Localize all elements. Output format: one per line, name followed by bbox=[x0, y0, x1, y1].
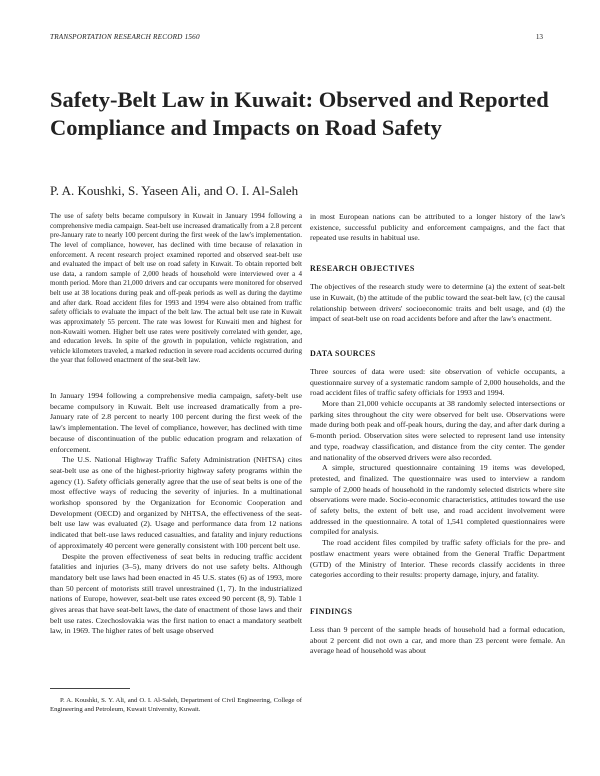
author-line: P. A. Koushki, S. Yaseen Ali, and O. I. Al-Saleh bbox=[50, 183, 299, 198]
body-paragraph: In January 1994 following a comprehensive media campaign, safety-belt use became compulsory in Kuwait. Belt use increased dramatically from a pre-January rate of 2.8 percent to nearly 100 percent during the first week of the law's implementation. The level of compliance, however, has declined with time because of discontinuation of the public education program and relaxation of enforcement. bbox=[50, 391, 302, 454]
body-paragraph: The U.S. National Highway Traffic Safety Administration (NHTSA) cites seat-belt use as one of the highest-priority highway safety programs within the agency (1). Safety officials generally agree that the use of seat belts is one of the most effective ways of reducing the severity of injuries. In a multinational workshop sponsored by the Organization for Economic Cooperation and Development (OECD) and organized by NHTSA, the effectiveness of the seat-belt use law was evaluated (2). Usage and performance data from 12 nations indicated that belt-use laws reduced casualties, and fatality and injury reductions of approximately 40 percent were generally consistent with 100 percent belt use. bbox=[50, 455, 302, 550]
right-column bbox=[310, 212, 565, 657]
running-head: TRANSPORTATION RESEARCH RECORD 1560 bbox=[50, 33, 200, 41]
left-column bbox=[50, 212, 302, 637]
body-paragraph: Less than 9 percent of the sample heads of household had a formal education, about 2 percent did not own a car, and more than 23 percent were female. An average head of household was about bbox=[310, 624, 565, 656]
section-heading-data-sources: DATA SOURCES bbox=[310, 348, 376, 358]
abstract bbox=[50, 212, 302, 366]
footnote-text: P. A. Koushki, S. Y. Ali, and O. I. Al-Saleh, Department of Civil Engineering, College of Engineering and Petroleum, Kuwait University, Kuwait. bbox=[50, 697, 302, 713]
body-paragraph: The objectives of the research study were to determine (a) the extent of seat-belt use in Kuwait, (b) the attitude of the public toward the seat-belt law, (c) the causal relationship between drivers' socioeconomic traits and belt usage, and (d) the impact of seat-belt use on road accidents before and after the law's enactment. bbox=[310, 282, 565, 324]
body-paragraph: A simple, structured questionnaire containing 19 items was developed, pretested, and finalized. The questionnaire was used to interview a random sample of 2,000 heads of household in the randomly selected districts where site observations were made. Socio-economic characteristics, attitudes toward the use of safety belts, the extent of belt use, and road accident involvement were addressed in the questionnaire. A total of 1,541 completed questionnaires were compiled for analysis. bbox=[310, 463, 565, 537]
footnote bbox=[50, 696, 302, 714]
section-heading-objectives: RESEARCH OBJECTIVES bbox=[310, 264, 415, 274]
body-paragraph: Despite the proven effectiveness of seat belts in reducing traffic accident fatalities and injuries (3–5), many drivers do not use safety belts. Although mandatory belt use laws had been enacted in 45 U.S. states (6) as of 1993, more than 50 percent of motorists still travel unrestrained (1, 7). In the industrialized nations of Europe, however, seat-belt use rates exceed 90 percent (8, 9). Table 1 gives areas that have seat-belt laws, the date of enactment of those laws and their belt use rates. Czechoslovakia was the first nation to enact a mandatory seatbelt law, in 1969. The higher rates of belt usage observed bbox=[50, 551, 302, 636]
section-heading-findings: FINDINGS bbox=[310, 606, 353, 616]
footnote-divider bbox=[50, 688, 130, 689]
paper-title: Safety-Belt Law in Kuwait: Observed and Reported Compliance and Impacts on Road Safety bbox=[50, 87, 549, 140]
body-paragraph: More than 21,000 vehicle occupants at 38 randomly selected intersections or parking sites throughout the city were observed for belt use. Observations were made during both peak and off-peak hours, during the day, and after dark during a 6-month period. Observation sites were selected to represent land use intensity and type, roadway classification, and distance from the city center. The gender and nationality of the observed drivers were also recorded. bbox=[310, 399, 565, 462]
abstract-text: The use of safety belts became compulsory in Kuwait in January 1994 following a comprehensive media campaign. Seat-belt use increased dramatically from a 2.8 percent pre-January rate to nearly 100 percent during the first week of the law's implementation. The level of compliance, however, has declined with time because of relaxation in enforcement. A recent research project examined reported and observed seat-belt use and evaluated the impact of belt use on road safety in Kuwait. To obtain reported belt use data, a random sample of 2,000 heads of household were interviewed over a 4 month period. More than 21,000 drivers and car occupants were monitored for observed belt use at 38 locations during peak and off-peak periods as well as during the daytime and after dark. Road accident files for 1993 and 1994 were also obtained from traffic safety officials to evaluate the impact of the belt law. The actual belt use rate in Kuwait was approximately 55 percent. The rate was lowest for Kuwaiti men and highest for non-Kuwaiti women. Higher belt use rates were positively correlated with gender, age, and education levels. In spite of the growth in population, vehicle registration, and vehicle kilometers traveled, a marked reduction in severe road accidents occurred during the year that followed enactment of the seat-belt law. bbox=[50, 212, 302, 365]
body-paragraph: The road accident files compiled by traffic safety officials for the pre- and postlaw enactment years were obtained from the General Traffic Department (GTD) of the Ministry of Interior. These records classify accidents in three categories according to their results: property damage, injury, and fatality. bbox=[310, 538, 565, 580]
body-paragraph: Three sources of data were used: site observation of vehicle occupants, a questionnaire survey of a systematic random sample of 2,000 households, and the road accident files of traffic safety officials for 1993 and 1994. bbox=[310, 366, 565, 398]
body-paragraph: in most European nations can be attributed to a longer history of the law's existence, successful publicity and enforcement campaigns, and the fact that repeated use results in habitual use. bbox=[310, 212, 565, 243]
page-number: 13 bbox=[535, 33, 543, 41]
